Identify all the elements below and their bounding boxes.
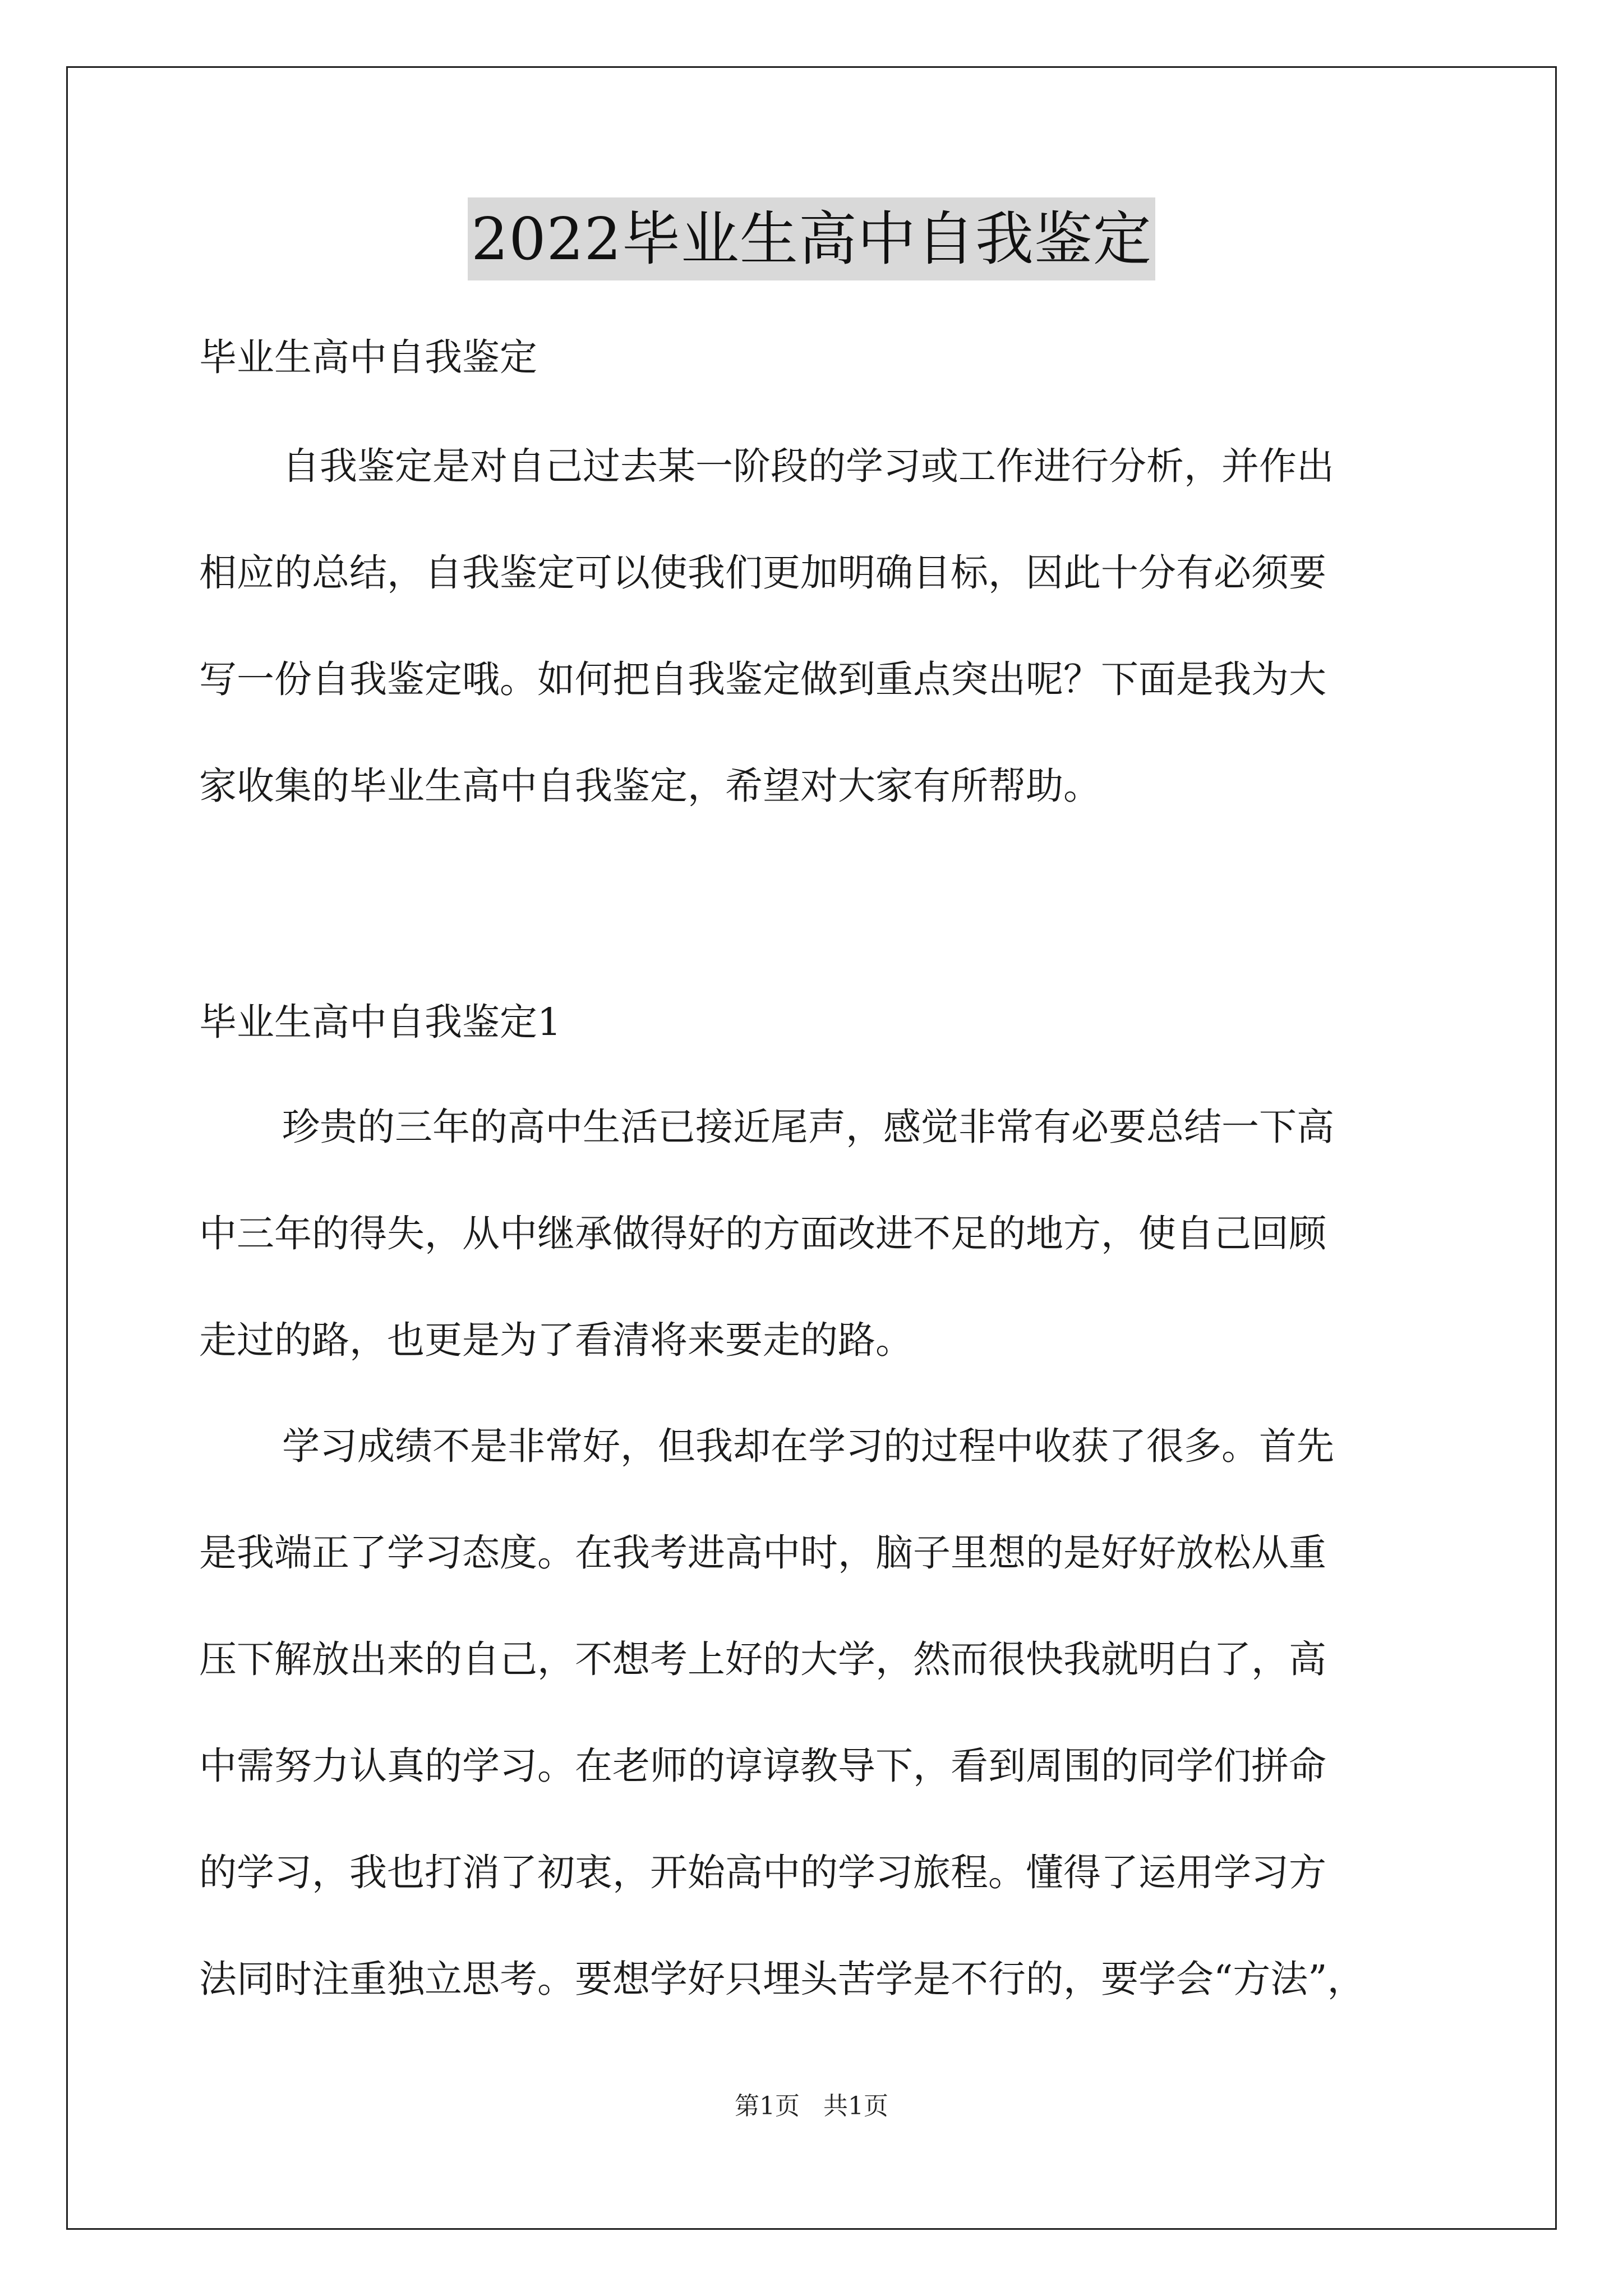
section1-para2-line-6: 法同时注重独立思考。要想学好只埋头苦学是不行的，要学会“方法”， [199,1957,1365,2001]
intro-heading: 毕业生高中自我鉴定 [199,335,537,379]
intro-line-2: 相应的总结，自我鉴定可以使我们更加明确目标，因此十分有必须要 [199,551,1326,595]
section1-para1-line-3: 走过的路，也更是为了看清将来要走的路。 [199,1318,913,1362]
section1-para2-line-5: 的学习，我也打消了初衷，开始高中的学习旅程。懂得了运用学习方 [199,1851,1326,1894]
title-container [0,197,1623,280]
document-title: 2022毕业生高中自我鉴定 [468,197,1155,280]
section1-heading: 毕业生高中自我鉴定1 [199,1000,561,1044]
section1-para2-line-4: 中需努力认真的学习。在老师的谆谆教导下，看到周围的同学们拼命 [199,1744,1326,1788]
intro-line-3: 写一份自我鉴定哦。如何把自我鉴定做到重点突出呢？下面是我为大 [199,657,1326,701]
section1-para2-line-2: 是我端正了学习态度。在我考进高中时，脑子里想的是好好放松从重 [199,1531,1326,1575]
page-footer: 第1页 共1页 [735,2092,888,2120]
intro-line-1: 自我鉴定是对自己过去某一阶段的学习或工作进行分析，并作出 [282,444,1334,488]
section1-para1-line-1: 珍贵的三年的高中生活已接近尾声，感觉非常有必要总结一下高 [282,1105,1334,1149]
section1-para2-line-1: 学习成绩不是非常好，但我却在学习的过程中收获了很多。首先 [282,1424,1334,1468]
section1-para1-line-2: 中三年的得失，从中继承做得好的方面改进不足的地方，使自己回顾 [199,1212,1326,1255]
section1-para2-line-3: 压下解放出来的自己，不想考上好的大学，然而很快我就明白了，高 [199,1637,1326,1681]
intro-line-4: 家收集的毕业生高中自我鉴定，希望对大家有所帮助。 [199,764,1101,808]
